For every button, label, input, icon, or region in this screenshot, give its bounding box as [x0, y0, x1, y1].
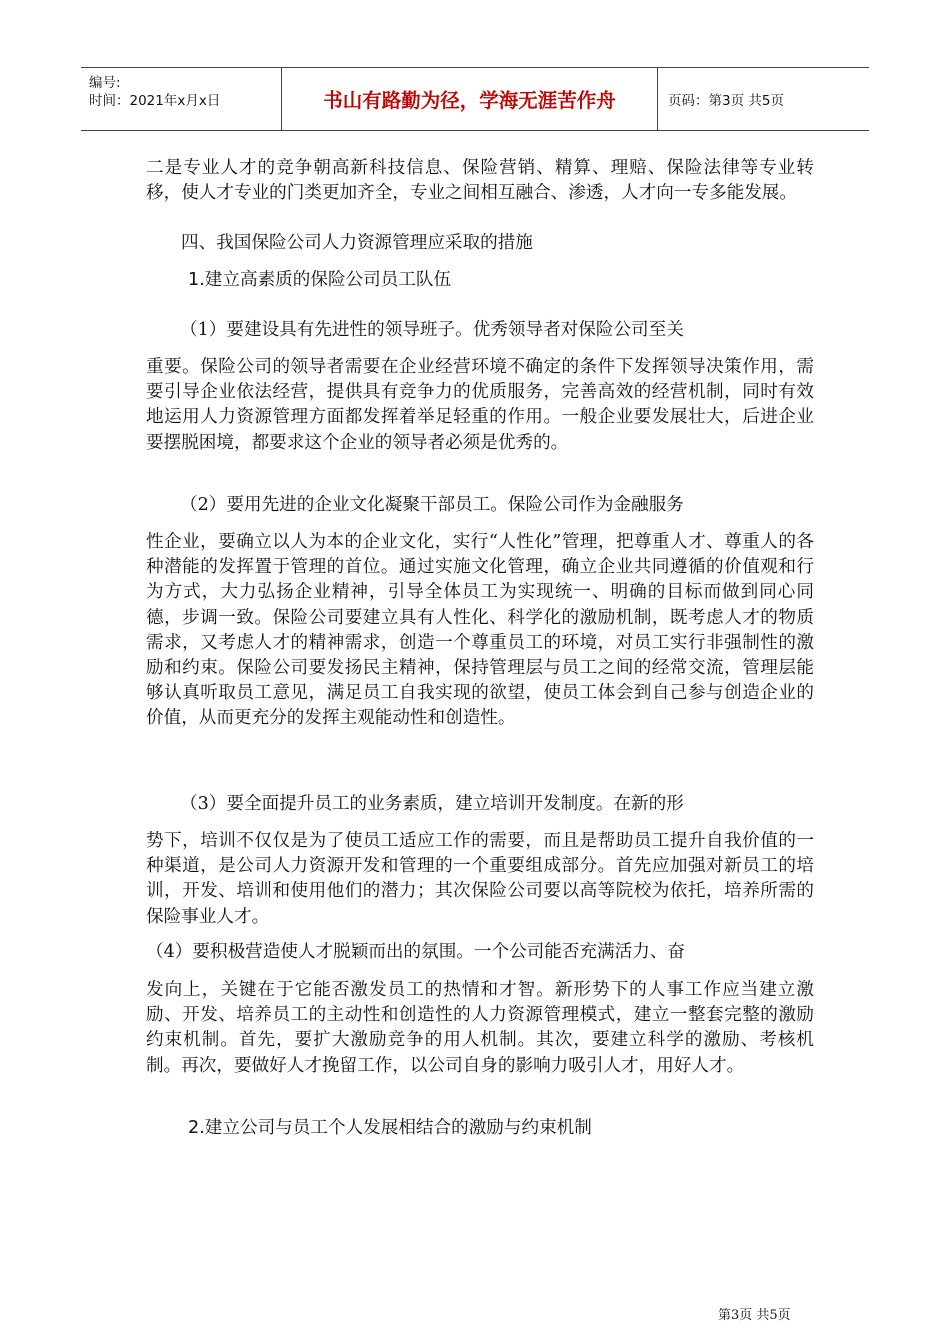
time-label: 时间：2021年x月x日 — [89, 93, 221, 109]
paragraph-1-4-first-line: （4）要积极营造使人才脱颖而出的氛围。一个公司能否充满活力、奋 — [146, 942, 686, 962]
paragraph-1-3-body: 势下，培训不仅仅是为了使员工适应工作的需要，而且是帮助员工提升自我价值的一种渠道，是公司人力资源开发和管理的一个重要组成部分。首先应加强对新员工的培训，开发、培训和使用他们的潜力；其次保险公司要以高等院校为依托，培养所需的保险事业人才。 — [146, 831, 814, 927]
paragraph-1-1-body: 重要。保险公司的领导者需要在企业经营环境不确定的条件下发挥领导决策作用，需要引导企业依法经营，提供具有竞争力的优质服务，完善高效的经营机制，同时有效地运用人力资源管理方面都发挥着举足轻重的作用。一般企业要发展壮大，后进企业要摆脱困境，都要求这个企业的领导者必须是优秀的。 — [146, 357, 814, 453]
paragraph-1-4-body: 发向上，关键在于它能否激发员工的热情和才智。新形势下的人事工作应当建立激励、开发、培养员工的主动性和创造性的人力资源管理模式，建立一整套完整的激励约束机制。首先，要扩大激励竞争的用人机制。其次，要建立科学的激励、考核机制。再次，要做好人才挽留工作，以公司自身的影响力吸引人才，用好人才。 — [146, 980, 814, 1076]
paragraph-1-3-first-line: （3）要全面提升员工的业务素质，建立培训开发制度。在新的形 — [180, 794, 684, 814]
paragraph-1-2-first-line: （2）要用先进的企业文化凝聚干部员工。保险公司作为金融服务 — [180, 495, 684, 515]
heading-1: 1.建立高素质的保险公司员工队伍 — [188, 270, 452, 290]
page-header — [81, 67, 869, 131]
paragraph-talent-competition: 二是专业人才的竞争朝高新科技信息、保险营销、精算、理赔、保险法律等专业转移，使人才专业的门类更加齐全，专业之间相互融合、渗透，人才向一专多能发展。 — [146, 158, 814, 204]
heading-2: 2.建立公司与员工个人发展相结合的激励与约束机制 — [188, 1118, 592, 1138]
header-page-label: 页码：第3页 共5页 — [668, 93, 784, 109]
header-meta — [81, 68, 282, 130]
paragraph-1-2-body: 性企业，要确立以人为本的企业文化，实行“人性化”管理，把尊重人才、尊重人的各种潜能的发挥置于管理的首位。通过实施文化管理，确立企业共同遵循的价值观和行为方式，大力弘扬企业精神，引导全体员工为实现统一、明确的目标而做到同心同德，步调一致。保险公司要建立具有人性化、科学化的激励机制，既考虑人才的物质需求，又考虑人才的精神需求，创造一个尊重员工的环境，对员工实行非强制性的激励和约束。保险公司要发扬民主精神，保持管理层与员工之间的经常交流，管理层能够认真听取员工意见，满足员工自我实现的欲望，使员工体会到自己参与创造企业的价值，从而更充分的发挥主观能动性和创造性。 — [146, 532, 814, 729]
doc-number-label: 编号: — [89, 75, 121, 91]
page-footer: 第3页 共5页 — [718, 1308, 791, 1323]
header-motto: 书山有路勤为径，学海无涯苦作舟 — [282, 68, 658, 130]
section-heading-4: 四、我国保险公司人力资源管理应采取的措施 — [181, 233, 533, 253]
paragraph-1-1-first-line: （1）要建设具有先进性的领导班子。优秀领导者对保险公司至关 — [180, 320, 684, 340]
